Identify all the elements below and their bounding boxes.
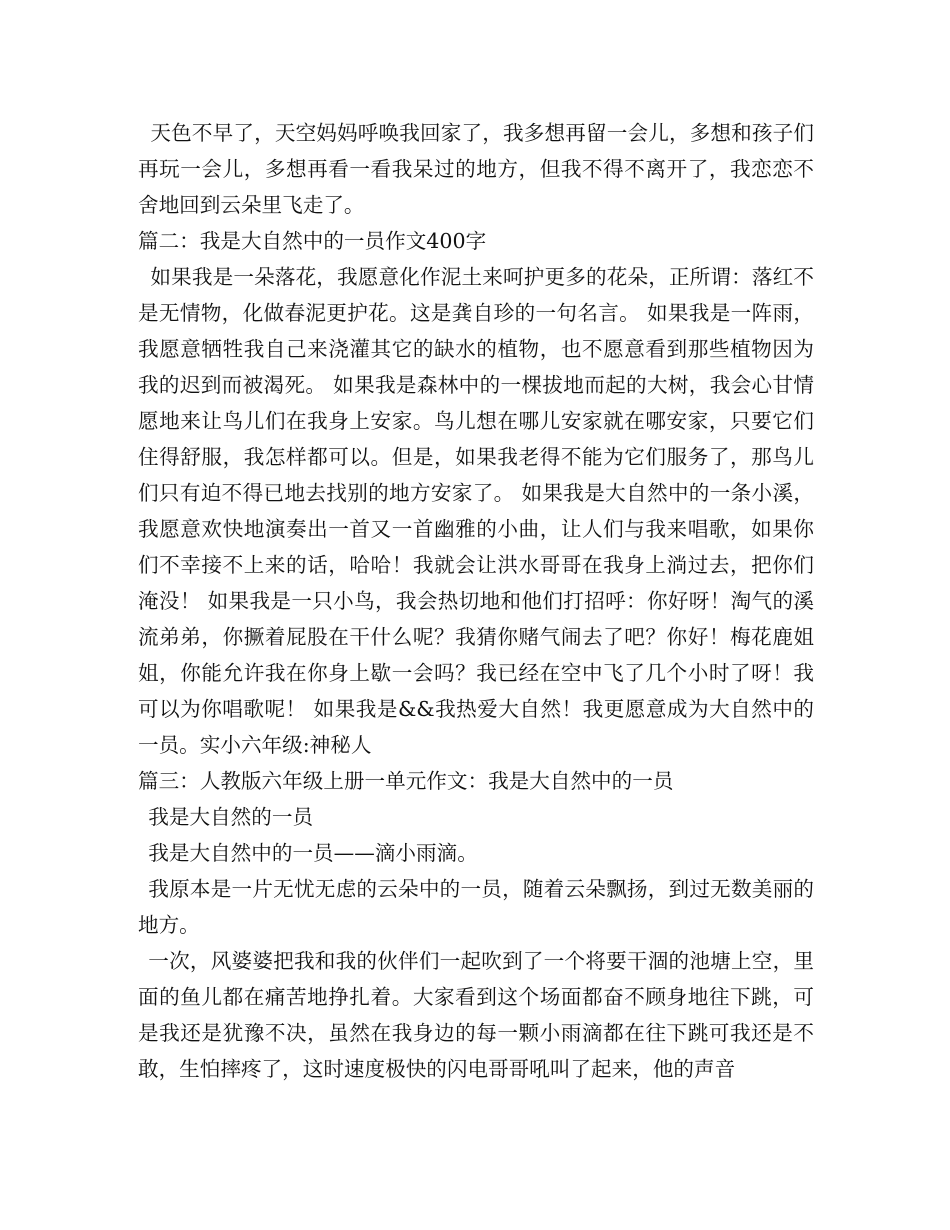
document-body (138, 115, 814, 1087)
paragraph-1: 天色不早了，天空妈妈呼唤我回家了，我多想再留一会儿，多想和孩子们再玩一会儿，多想再看一看我呆过的地方，但我不得不离开了，我恋恋不舍地回到云朵里飞走了。 (138, 121, 814, 217)
section-heading-2: 篇二：我是大自然中的一员作文400字 (138, 229, 487, 253)
paragraph-3: 我是大自然中的一员——滴小雨滴。 (148, 841, 478, 865)
paragraph-4: 我原本是一片无忧无虑的云朵中的一员，随着云朵飘扬，到过无数美丽的地方。 (138, 877, 814, 937)
paragraph-2: 如果我是一朵落花，我愿意化作泥土来呵护更多的花朵，正所谓：落红不是无情物，化做春泥更护花。这是龚自珍的一句名言。 如果我是一阵雨，我愿意牺牲我自己来浇灌其它的缺水的植物，也不愿意看到那些植物因为我的迟到而被渴死。 如果我是森林中的一棵拔地而起的大树，我会心甘情愿地来让鸟儿们在我身上安家。鸟儿想在哪儿安家就在哪安家，只要它们住得舒服，我怎样都可以。但是，如果我老得不能为它们服务了，那鸟儿们只有迫不得已地去找别的地方安家了。 如果我是大自然中的一条小溪，我愿意欢快地演奏出一首又一首幽雅的小曲，让人们与我来唱歌，如果你们不幸接不上来的话，哈哈！我就会让洪水哥哥在我身上淌过去，把你们淹没！ 如果我是一只小鸟，我会热切地和他们打招呼：你好呀！淘气的溪流弟弟，你撅着屁股在干什么呢？我猜你赌气闹去了吧？你好！梅花鹿姐姐，你能允许我在你身上歇一会吗？我已经在空中飞了几个小时了呀！我可以为你唱歌呢！ 如果我是&&我热爱大自然！我更愿意成为大自然中的一员。实小六年级:神秘人 (138, 265, 814, 757)
paragraph-5: 一次，风婆婆把我和我的伙伴们一起吹到了一个将要干涸的池塘上空，里面的鱼儿都在痛苦地挣扎着。大家看到这个场面都奋不顾身地往下跳，可是我还是犹豫不决，虽然在我身边的每一颗小雨滴都在往下跳可我还是不敢，生怕摔疼了，这时速度极快的闪电哥哥吼叫了起来，他的声音 (138, 949, 814, 1081)
section-heading-3: 篇三：人教版六年级上册一单元作文：我是大自然中的一员 (138, 769, 674, 793)
essay-title: 我是大自然的一员 (148, 805, 314, 829)
